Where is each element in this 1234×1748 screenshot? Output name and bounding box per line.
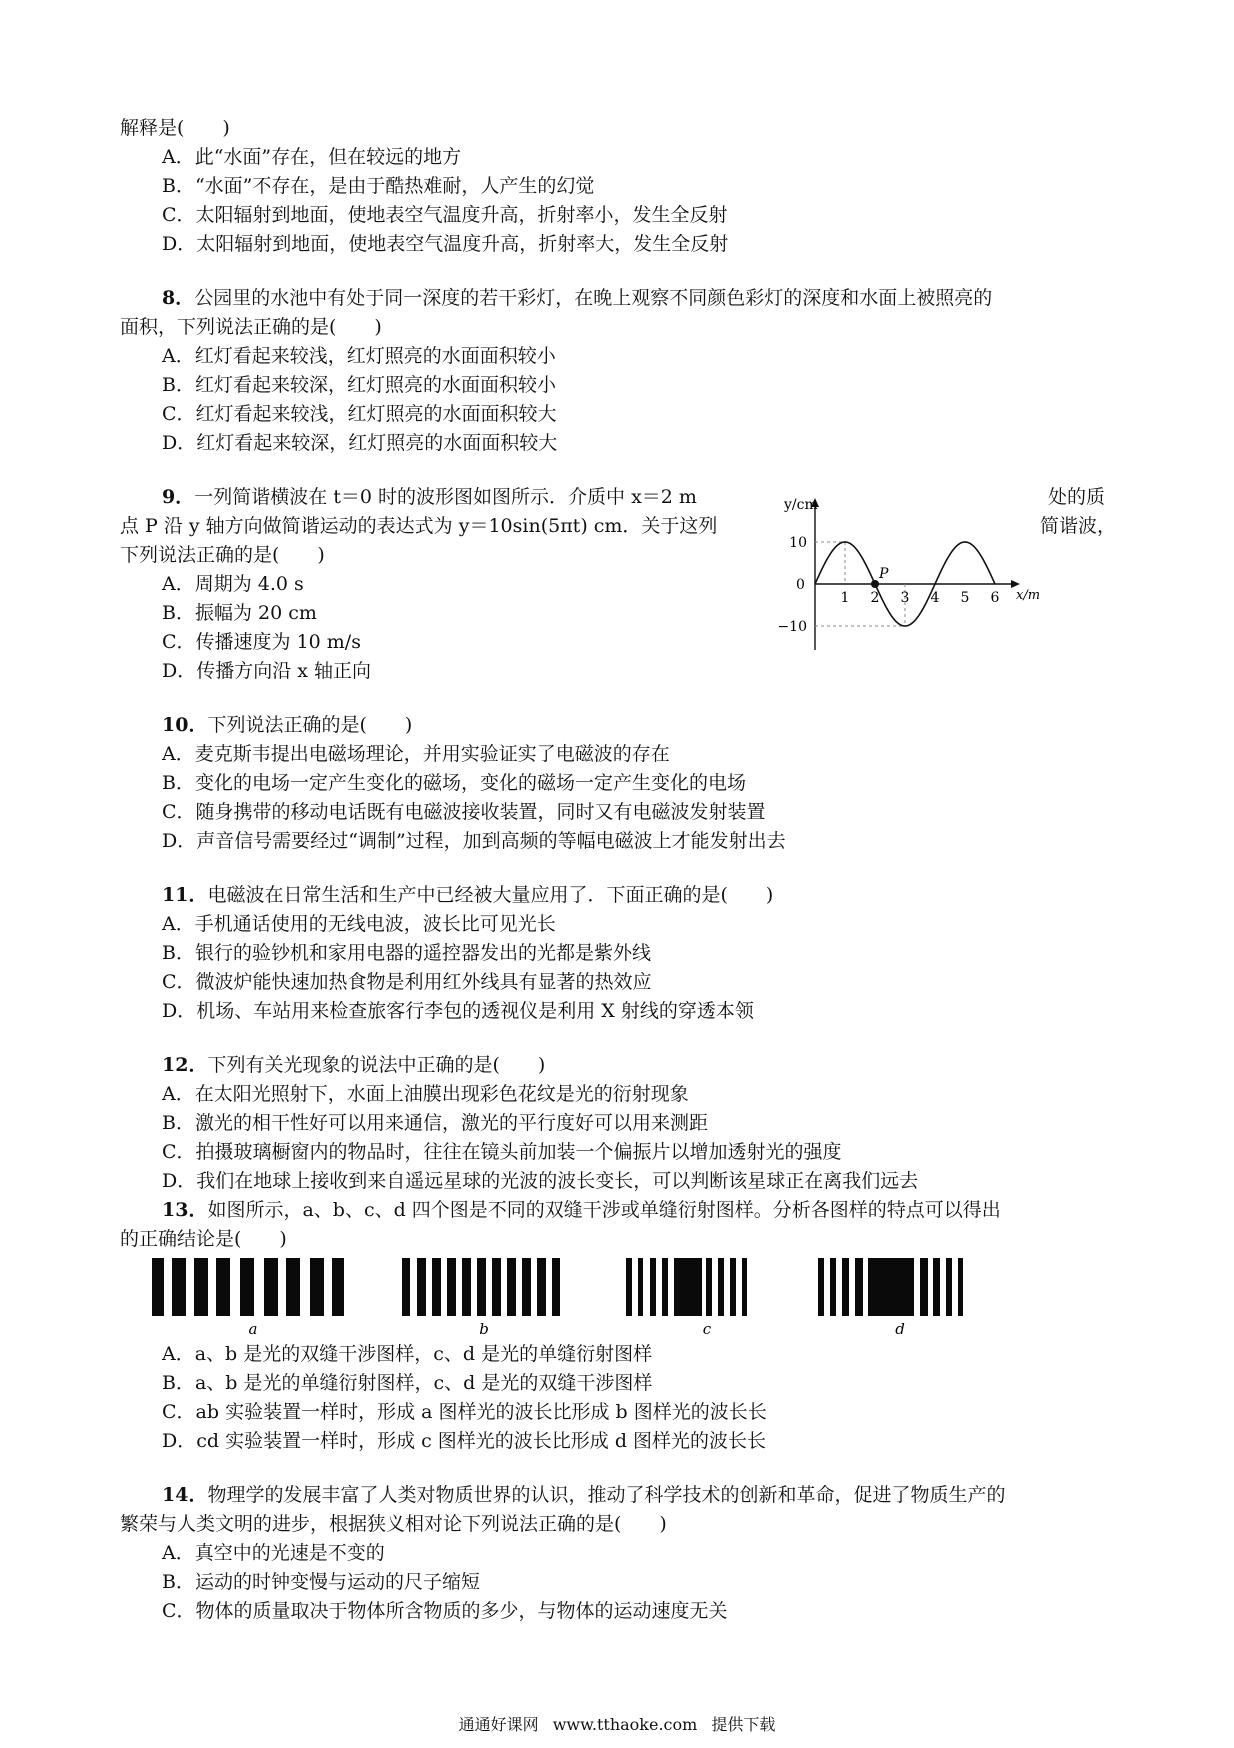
q14-number: 14． [162, 1484, 208, 1506]
q13-text1: 如图所示，a、b、c、d 四个图是不同的双缝干涉或单缝衍射图样。分析各图样的特点可以得出 [207, 1199, 1001, 1221]
q11-option-d: D．机场、车站用来检查旅客行李包的透视仪是利用 X 射线的穿透本领 [162, 1000, 754, 1022]
q9-stem-line3: 下列说法正确的是( ) [120, 544, 325, 566]
fringe-bar [842, 1258, 849, 1316]
fringe-bar [662, 1258, 668, 1316]
origin-label: 0 [796, 577, 805, 593]
q10-text1: 下列说法正确的是( ) [207, 714, 413, 736]
wave-axes [811, 498, 1020, 650]
fringe-bar [730, 1258, 736, 1316]
q8-number: 8． [162, 287, 195, 309]
fringe-bar [477, 1258, 486, 1316]
q10-option-a: A．麦克斯韦提出电磁场理论，并用实验证实了电磁波的存在 [162, 743, 670, 765]
fringe-bar [462, 1258, 471, 1316]
q11-option-c: C．微波炉能快速加热食物是利用红外线具有显著的热效应 [162, 971, 652, 993]
q7-option-a: A．此“水面”存在，但在较远的地方 [162, 146, 462, 168]
y-axis-label: y/cm [784, 497, 818, 513]
fringe-bar [638, 1258, 643, 1316]
q9-option-c: C．传播速度为 10 m/s [162, 631, 361, 653]
q12-option-d: D．我们在地球上接收到来自遥远星球的光波的波长变长，可以判断该星球正在离我们远去 [162, 1170, 919, 1192]
q14-stem-line1 [162, 1481, 1005, 1509]
fringe-bar [933, 1258, 940, 1316]
q14-option-c: C．物体的质量取决于物体所含物质的多少，与物体的运动速度无关 [162, 1600, 728, 1622]
q10-option-c: C．随身携带的移动电话既有电磁波接收装置，同时又有电磁波发射装置 [162, 801, 766, 823]
fringe-bar [432, 1258, 441, 1316]
q11-number: 11． [162, 884, 208, 906]
q11-stem [162, 881, 773, 909]
fringe-bar [402, 1258, 410, 1316]
x-tick-label: 6 [990, 590, 1000, 606]
fringe-bar [537, 1258, 546, 1316]
q10-option-d: D．声音信号需要经过“调制”过程，加到高频的等幅电磁波上才能发射出去 [162, 830, 786, 852]
q10-option-b: B．变化的电场一定产生变化的磁场，变化的磁场一定产生变化的电场 [162, 772, 746, 794]
fringe-bar [868, 1258, 914, 1316]
q12-text1: 下列有关光现象的说法中正确的是( ) [207, 1054, 546, 1076]
fringe-bar [742, 1258, 747, 1316]
fringe-bar [718, 1258, 724, 1316]
x-tick-label: 5 [960, 590, 970, 606]
fringe-bar [172, 1258, 186, 1316]
x-axis-label: x/m [1016, 588, 1041, 603]
q11-text1: 电磁波在日常生活和生产中已经被大量应用了．下面正确的是( ) [207, 884, 774, 906]
q9-stem-line2a: 点 P 沿 y 轴方向做简谐运动的表达式为 y＝10sin(5πt) cm．关于这列 [120, 515, 718, 537]
q7-option-d: D．太阳辐射到地面，使地表空气温度升高，折射率大，发生全反射 [162, 233, 729, 255]
x-tick-label: 4 [930, 590, 940, 606]
q9-stem-line2b: 简谐波， [1040, 515, 1117, 537]
q14-stem-line2: 繁荣与人类文明的进步，根据狭义相对论下列说法正确的是( ) [120, 1513, 667, 1535]
q12-option-a: A．在太阳光照射下，水面上油膜出现彩色花纹是光的衍射现象 [162, 1083, 689, 1105]
q7-stem-tail: 解释是( ) [120, 117, 230, 139]
q9-option-d: D．传播方向沿 x 轴正向 [162, 660, 372, 682]
fringe-bar [194, 1258, 208, 1316]
q10-stem [162, 711, 412, 739]
q8-text1: 公园里的水池中有处于同一深度的若干彩灯，在晚上观察不同颜色彩灯的深度和水面上被照亮的 [194, 287, 993, 309]
q9-stem-line1a [162, 483, 697, 511]
fringe-bar [332, 1258, 344, 1316]
y-tick-label: 10 [789, 535, 807, 551]
q11-option-a: A．手机通话使用的无线电波，波长比可见光长 [162, 913, 556, 935]
fringe-bar [855, 1258, 863, 1316]
fringe-bar [310, 1258, 324, 1316]
pattern-c [626, 1258, 747, 1316]
q7-option-c: C．太阳辐射到地面，使地表空气温度升高，折射率小，发生全反射 [162, 204, 728, 226]
pattern-b [402, 1258, 560, 1316]
fringe-bar [920, 1258, 928, 1316]
x-tick-label: 2 [870, 590, 880, 606]
q12-option-b: B．激光的相干性好可以用来通信，激光的平行度好可以用来测距 [162, 1112, 708, 1134]
q8-option-a: A．红灯看起来较浅，红灯照亮的水面面积较小 [162, 345, 556, 367]
fringe-bar [706, 1258, 712, 1316]
x-tick-label: 3 [900, 590, 910, 606]
q8-stem-line1 [162, 284, 992, 312]
pattern-label-a: a [248, 1320, 258, 1338]
fringe-bar [674, 1258, 702, 1316]
point-p-marker [871, 580, 879, 588]
fringe-bar [152, 1258, 164, 1316]
fringe-bar [830, 1258, 836, 1316]
q9-text1a: 一列简谐横波在 t＝0 时的波形图如图所示．介质中 x＝2 m [194, 486, 697, 508]
wave-graph [770, 495, 1060, 655]
q7-option-b: B．“水面”不存在，是由于酷热难耐，人产生的幻觉 [162, 175, 595, 197]
q13-number: 13． [162, 1199, 208, 1221]
fringe-patterns [150, 1258, 1000, 1338]
fringe-bar [552, 1258, 560, 1316]
fringe-bar [958, 1258, 963, 1316]
q11-option-b: B．银行的验钞机和家用电器的遥控器发出的光都是紫外线 [162, 942, 651, 964]
q13-option-c: C．ab 实验装置一样时，形成 a 图样光的波长比形成 b 图样光的波长长 [162, 1401, 767, 1423]
pattern-a [152, 1258, 344, 1316]
footer-site-name: 通通好课网 [458, 1715, 539, 1734]
fringe-bar [818, 1258, 824, 1316]
fringe-bar [507, 1258, 516, 1316]
q14-option-a: A．真空中的光速是不变的 [162, 1542, 385, 1564]
q9-number: 9． [162, 486, 195, 508]
x-tick-label: 1 [840, 590, 850, 606]
q8-option-d: D．红灯看起来较深，红灯照亮的水面面积较大 [162, 432, 558, 454]
fringe-bar [264, 1258, 278, 1316]
fringe-bar [626, 1258, 632, 1316]
fringe-bar [650, 1258, 656, 1316]
x-tick-labels [841, 590, 1000, 606]
point-p-label: P [879, 566, 889, 582]
footer-note: 提供下载 [711, 1715, 776, 1734]
pattern-label-c: c [702, 1320, 712, 1338]
q9-option-a: A．周期为 4.0 s [162, 573, 304, 595]
q9-option-b: B．振幅为 20 cm [162, 602, 317, 624]
fringe-bar [216, 1258, 230, 1316]
x-axis-arrow [1011, 580, 1020, 588]
pattern-d [818, 1258, 963, 1316]
q8-option-c: C．红灯看起来较浅，红灯照亮的水面面积较大 [162, 403, 557, 425]
q8-stem-line2: 面积，下列说法正确的是( ) [120, 316, 382, 338]
pattern-label-d: d [895, 1320, 905, 1338]
footer-url[interactable]: www.tthaoke.com [552, 1715, 698, 1734]
q10-number: 10． [162, 714, 208, 736]
pattern-label-b: b [479, 1320, 489, 1338]
fringe-bar [447, 1258, 456, 1316]
q13-option-b: B．a、b 是光的单缝衍射图样，c、d 是光的双缝干涉图样 [162, 1372, 653, 1394]
fringe-bar [522, 1258, 531, 1316]
fringe-bar [286, 1258, 300, 1316]
fringe-bar [417, 1258, 426, 1316]
fringe-bar [240, 1258, 254, 1316]
q12-stem [162, 1051, 545, 1079]
q9-stem-line1b: 处的质 [1048, 486, 1106, 508]
page-footer [0, 1712, 1234, 1735]
q13-stem-line1 [162, 1196, 1001, 1224]
q12-number: 12． [162, 1054, 208, 1076]
q14-option-b: B．运动的时钟变慢与运动的尺子缩短 [162, 1571, 480, 1593]
y-tick-label: −10 [777, 619, 807, 635]
q13-option-d: D．cd 实验装置一样时，形成 c 图样光的波长比形成 d 图样光的波长长 [162, 1430, 767, 1452]
q8-option-b: B．红灯看起来较深，红灯照亮的水面面积较小 [162, 374, 556, 396]
fringe-bar [946, 1258, 952, 1316]
fringe-bar [492, 1258, 501, 1316]
q13-option-a: A．a、b 是光的双缝干涉图样，c、d 是光的单缝衍射图样 [162, 1343, 653, 1365]
q14-text1: 物理学的发展丰富了人类对物质世界的认识，推动了科学技术的创新和革命，促进了物质生产的 [207, 1484, 1006, 1506]
q12-option-c: C．拍摄玻璃橱窗内的物品时，往往在镜头前加装一个偏振片以增加透射光的强度 [162, 1141, 842, 1163]
q13-stem-line2: 的正确结论是( ) [120, 1228, 287, 1250]
